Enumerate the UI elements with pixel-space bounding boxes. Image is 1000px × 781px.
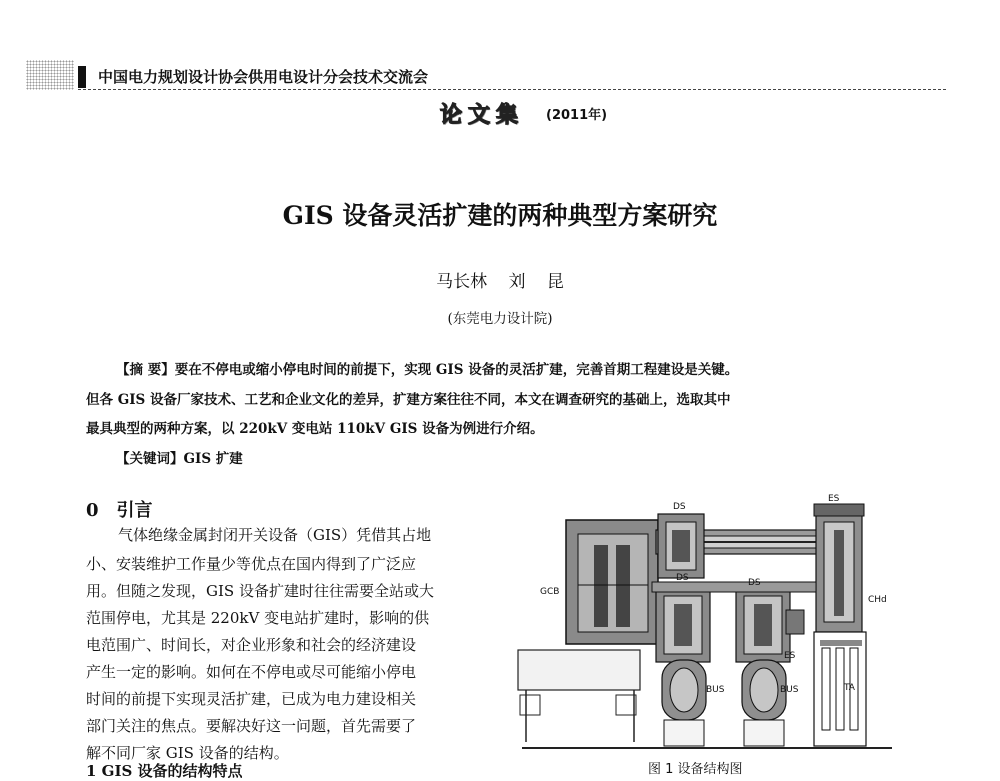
header-dot-pattern [26, 60, 74, 90]
label-es-top: ES [828, 494, 840, 504]
body-line: 气体绝缘金属封闭开关设备（GIS）凭借其占地 [118, 526, 432, 544]
ta-cabinet [814, 632, 866, 746]
next-section-heading: 1 GIS 设备的结构特点 [86, 762, 243, 780]
abstract-text-1: 要在不停电或缩小停电时间的前提下，实现 GIS 设备的灵活扩建，完善首期工程建设是关键。 [174, 362, 739, 378]
abstract-line-1 [116, 358, 910, 378]
collection-year: (2011年) [546, 108, 608, 123]
keywords-line [116, 447, 243, 467]
body-line: 小、安装维护工作量少等优点在国内得到了广泛应 [86, 555, 417, 573]
body-line: 产生一定的影响。如何在不停电或尽可能缩小停电 [86, 663, 417, 681]
section-title: 引言 [116, 500, 153, 521]
gis-structure-figure [516, 490, 896, 752]
conference-title: 中国电力规划设计协会供用电设计分会技术交流会 [98, 68, 429, 86]
body-line: 范围停电，尤其是 220kV 变电站扩建时，影响的供 [86, 609, 430, 627]
service-platform [518, 650, 640, 742]
body-line: 时间的前提下实现灵活扩建，已成为电力建设相关 [86, 690, 417, 708]
section-number: 0 [86, 500, 99, 521]
middle-bus-duct [652, 582, 816, 592]
bus-tank-left [662, 660, 706, 746]
label-ds-right: DS [748, 578, 761, 588]
figure-caption: 图 1 设备结构图 [648, 762, 743, 777]
paper-affiliation: (东莞电力设计院) [447, 311, 553, 327]
body-line: 电范围广、时间长，对企业形象和社会的经济建设 [86, 636, 417, 654]
label-es-middle: ES [784, 651, 796, 661]
body-line: 解不同厂家 GIS 设备的结构。 [86, 744, 289, 762]
body-line: 部门关注的焦点。要解决好这一问题，首先需要了 [86, 717, 417, 735]
body-line: 用。但随之发现，GIS 设备扩建时往往需要全站或大 [86, 582, 434, 600]
keywords-label: 【关键词】 [116, 451, 184, 467]
label-ta: TA [844, 683, 855, 693]
header-divider [78, 89, 946, 90]
abstract-line-2: 但各 GIS 设备厂家技术、工艺和企业文化的差异，扩建方案往往不同，本文在调查研究的基础上，选取其中 [86, 392, 731, 408]
ds-middle-module [656, 588, 710, 662]
section-heading [86, 496, 153, 522]
label-bus-left: BUS [706, 685, 725, 695]
ds-top-module [658, 514, 704, 578]
paper-authors: 马长林 刘 昆 [436, 272, 564, 292]
keywords-text: GIS 扩建 [183, 451, 243, 467]
label-chd: CHd [868, 595, 887, 605]
paper-title: GIS 设备灵活扩建的两种典型方案研究 [282, 201, 718, 230]
label-bus-right: BUS [780, 685, 799, 695]
label-gcb: GCB [540, 587, 560, 597]
header-marker-bar [78, 66, 86, 88]
label-ds-middle: DS [676, 573, 689, 583]
bus-tank-right [742, 660, 786, 746]
abstract-label: 【摘 要】 [116, 362, 175, 378]
abstract-line-3: 最具典型的两种方案，以 220kV 变电站 110kV GIS 设备为例进行介绍。 [86, 421, 544, 437]
gcb-enclosure [566, 520, 658, 644]
label-ds-top: DS [673, 502, 686, 512]
collection-title: 论文集 [440, 102, 525, 128]
right-vertical-column [814, 504, 864, 632]
